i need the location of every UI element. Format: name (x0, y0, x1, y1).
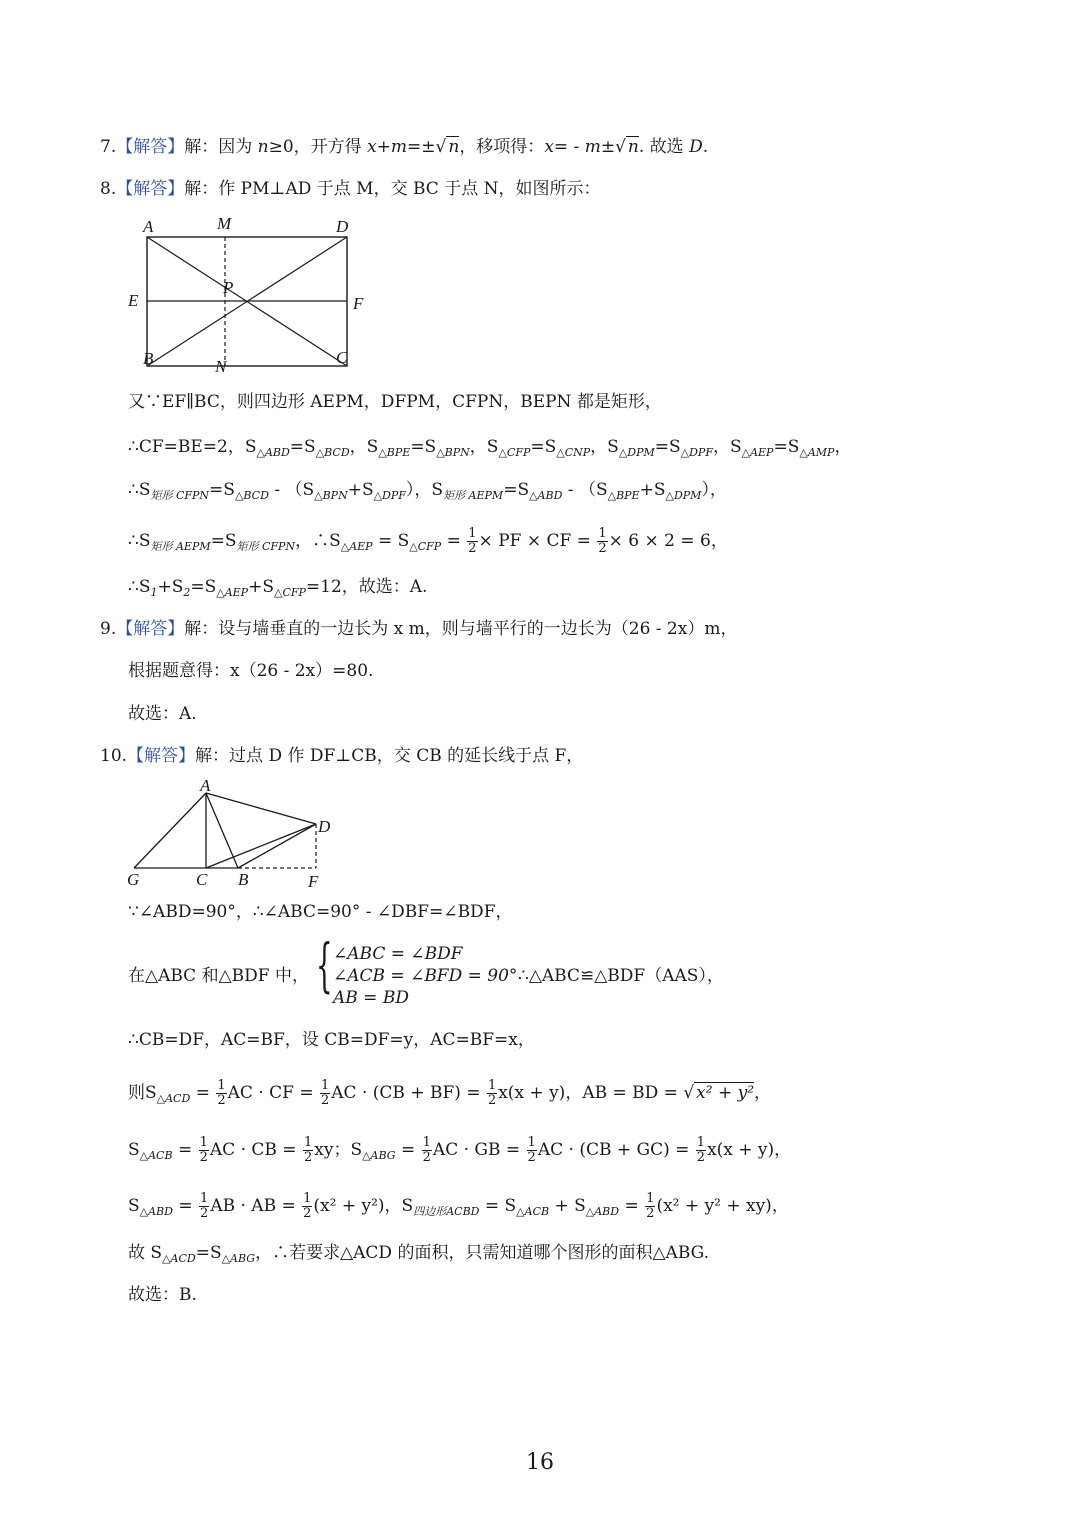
label-B: B (238, 870, 249, 889)
fraction: $\frac{1}{2}$ (200, 1191, 209, 1221)
q8-rectangle-figure (120, 210, 380, 380)
answer-tag: 【解答】 (116, 619, 185, 639)
fraction: $\frac{1}{2}$ (646, 1191, 655, 1221)
label-D: D (336, 217, 349, 236)
fraction: $\frac{1}{2}$ (217, 1078, 226, 1108)
q9-answer-line-3: 故选：A. (128, 704, 197, 724)
answer-tag: 【解答】 (116, 137, 185, 157)
fraction: $\frac{1}{2}$ (321, 1078, 330, 1108)
label-B: B (143, 349, 154, 368)
fraction: $\frac{1}{2}$ (598, 526, 607, 556)
q10-line-4: 则$S_{\triangle ACD}$ = $\frac{1}{2}$ AC · CF = $\frac{1}{2}$ AC · (CB + BF) = $\frac{1}{2}$ x(x + y)，AB = BD = √ x² + y²， (128, 1078, 772, 1108)
label-D: D (318, 817, 331, 836)
q10-line-3: ∴CB=DF，AC=BF，设 CB=DF=y，AC=BF=x， (128, 1030, 535, 1050)
q10-congruence: ∴△ABC≌△BDF（AAS）， (518, 966, 724, 986)
label-E: E (128, 291, 139, 310)
fraction: $\frac{1}{2}$ (696, 1135, 706, 1165)
fraction: $\frac{1}{2}$ (303, 1135, 313, 1165)
q10-line-8: 故选：B. (128, 1285, 197, 1305)
label-F: F (353, 294, 364, 313)
fraction: $\frac{1}{2}$ (303, 1191, 312, 1221)
label-C: C (336, 348, 348, 367)
q8-line-2: ∴CF=BE=2，$S_{\triangle ABD}=S_{\triangle BCD}$，$S_{\triangle BPE}=S_{\triangle BPN}$，$S_{\triangle CFP}=S_{\triangle CNP}$，$S_{\triangle DPM}=S_{\triangle DPF}$，$S_{\triangle AEP}=S_{\triangle AMP}$， (128, 437, 852, 459)
label-N: N (215, 357, 227, 376)
fraction: $\frac{1}{2}$ (527, 1135, 536, 1165)
system-eq-3: AB = BD (333, 988, 409, 1008)
label-M: M (217, 214, 232, 233)
fraction: $\frac{1}{2}$ (487, 1078, 497, 1108)
label-F: F (308, 872, 319, 891)
q8-line-5: $\therefore S_1+S_2=S_{\triangle AEP}+S_{\triangle CFP}=12$，故选：A. (128, 577, 428, 599)
q10-line-1: ∵∠ABD=90°，∴∠ABC=90° - ∠DBF=∠BDF， (128, 902, 513, 922)
left-brace: { (316, 931, 333, 999)
label-A: A (200, 776, 211, 795)
q8-answer-heading: 8.【解答】解：作 PM⊥AD 于点 M，交 BC 于点 N，如图所示： (100, 179, 601, 199)
label-G: G (127, 870, 140, 889)
q10-line-7: 故 $S_{\triangle ACD}=S_{\triangle ABG}$，∴若要求△ACD 的面积，只需知道哪个图形的面积△ABG. (128, 1243, 710, 1265)
q10-system-prefix: 在△ABC 和△BDF 中， (128, 966, 309, 986)
fraction: $\frac{1}{2}$ (468, 526, 477, 556)
label-P: P (223, 278, 234, 297)
fraction: $\frac{1}{2}$ (422, 1135, 431, 1165)
q7-answer-line: 7.【解答】解：因为 n≥0，开方得 x+m=±√ n，移项得：x= - m±√ n. 故选 D. (100, 137, 709, 157)
q10-answer-heading: 10.【解答】解：过点 D 作 DF⊥CB，交 CB 的延长线于点 F， (100, 746, 584, 766)
label-C: C (196, 870, 208, 889)
q9-answer-line-2: 根据题意得：x（26 - 2x）=80. (128, 661, 374, 681)
q8-line-4: $\therefore S_{矩形 AEPM}=S_{矩形 CFPN}$，$\therefore S_{\triangle AEP} = S_{\triangle CFP}$ = $\frac{1}{2}$ × PF × CF = $\frac{1}{2}$ × 6 × 2 = 6， (128, 526, 728, 556)
q8-line-1: 又∵EF∥BC，则四边形 AEPM，DFPM，CFPN，BEPN 都是矩形， (128, 392, 662, 412)
q8-line-3: $\therefore S_{矩形 CFPN}=S_{\triangle BCD} - (S_{\triangle BPN}+S_{\triangle DPF})$，$S_{矩形 AEPM}=S_{\triangle ABD} - (S_{\triangle BPE}+S_{\triangle DPM})$， (128, 480, 727, 502)
system-eq-1: ∠ABC = ∠BDF (333, 944, 463, 964)
fraction: $\frac{1}{2}$ (199, 1135, 208, 1165)
q9-answer-line-1: 9.【解答】解：设与墙垂直的一边长为 x m，则与墙平行的一边长为（26 - 2x）m， (100, 619, 738, 639)
answer-tag: 【解答】 (127, 746, 196, 766)
page-number: 16 (526, 1450, 554, 1475)
q10-line-6: $S_{\triangle ABD}$ = $\frac{1}{2}$ AB · AB = $\frac{1}{2}$ (x² + y²)，$S_{四边形ACBD} = S_{\triangle ACB} + S_{\triangle ABD}$ = $\frac{1}{2}$ (x² + y² + xy)， (128, 1191, 789, 1221)
label-A: A (143, 217, 154, 236)
q10-line-5: $S_{\triangle ACB}$ = $\frac{1}{2}$ AC · CB = $\frac{1}{2}$ xy；$S_{\triangle ABG}$ = $\frac{1}{2}$ AC · GB = $\frac{1}{2}$ AC · (CB + GC) = $\frac{1}{2}$ x(x + y)， (128, 1135, 792, 1165)
system-eq-2: ∠ACB = ∠BFD = 90° (333, 966, 518, 986)
q10-triangle-figure (120, 775, 350, 895)
answer-tag: 【解答】 (116, 179, 185, 199)
